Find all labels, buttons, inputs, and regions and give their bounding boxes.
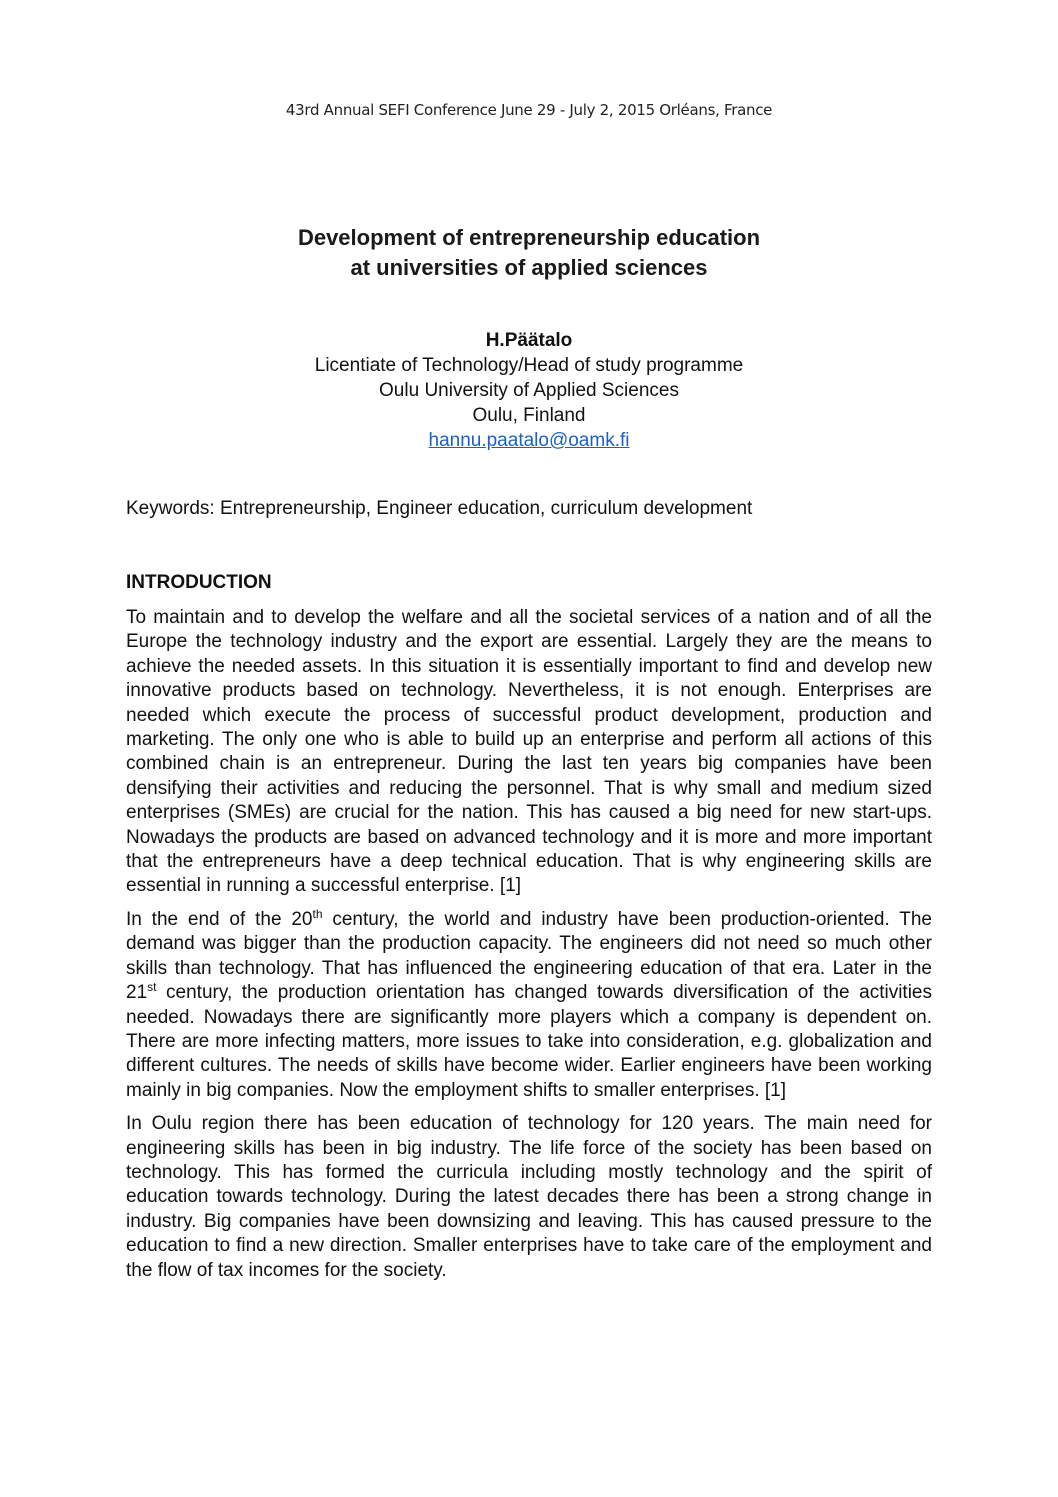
section-heading: INTRODUCTION — [126, 572, 272, 593]
paragraph-2 — [126, 908, 932, 1103]
paper-title-line-2: at universities of applied sciences — [350, 255, 708, 280]
author-name: H.Päätalo — [485, 330, 573, 351]
author-location: Oulu, Finland — [472, 405, 586, 426]
paragraph-2-text-b: century, the world and industry have been production-oriented. The demand was bigger than the production capacity. The engineers did not need so much other skills than technology. That has influenced the engineering education of that era. Later in the 21 — [126, 908, 933, 1004]
superscript-st: st — [147, 980, 157, 995]
keywords: Keywords: Entrepreneurship, Engineer education, curriculum development — [126, 498, 753, 519]
paragraph-2-text-c: century, the production orientation has changed towards diversification of the activities needed. Nowadays there are significantly more players which a company is dependent on. There are more infecting matters, more issues to take into consideration, e.g. globalization and different cultures. The needs of skills have become wider. Earlier engineers have been working mainly in big companies. Now the employment shifts to smaller enterprises. [1] — [126, 982, 932, 1101]
paper-title-line-1: Development of entrepreneurship education — [297, 225, 761, 250]
author-block — [0, 328, 1058, 453]
running-header: 43rd Annual SEFI Conference June 29 - July 2, 2015 Orléans, France — [285, 101, 773, 119]
author-email-link[interactable]: hannu.paatalo@oamk.fi — [428, 430, 630, 451]
section-body — [126, 606, 932, 1292]
paragraph-2-text-a: In the end of the 20 — [126, 908, 313, 930]
paragraph-1: To maintain and to develop the welfare and all the societal services of a nation and of all the Europe the technology industry and the export are essential. Largely they are the means to achieve the needed assets. In this situation it is essentially important to find and develop new innovative products based on technology. Nevertheless, it is not enough. Enterprises are needed which execute the process of successful product development, production and marketing. The only one who is able to build up an enterprise and perform all actions of this combined chain is an entrepreneur. During the last ten years big companies have been densifying their activities and reducing the personnel. That is why small and medium sized enterprises (SMEs) are crucial for the nation. This has caused a big need for new start-ups. Nowadays the products are based on advanced technology and it is more and more important that the entrepreneurs have a deep technical education. That is why engineering skills are essential in running a successful enterprise. [1] — [126, 607, 932, 897]
superscript-th: th — [312, 906, 323, 921]
paper-title — [0, 223, 1058, 283]
author-position: Licentiate of Technology/Head of study programme — [314, 355, 744, 376]
paragraph-3: In Oulu region there has been education of technology for 120 years. The main need for engineering skills has been in big industry. The life force of the society has been based on technology. This has formed the curricula including mostly technology and the spirit of education towards technology. During the latest decades there has been a strong change in industry. Big companies have been downsizing and leaving. This has caused pressure to the education to find a new direction. Smaller enterprises have to take care of the employment and the flow of tax incomes for the society. — [126, 1113, 932, 1281]
author-institution: Oulu University of Applied Sciences — [379, 380, 679, 401]
